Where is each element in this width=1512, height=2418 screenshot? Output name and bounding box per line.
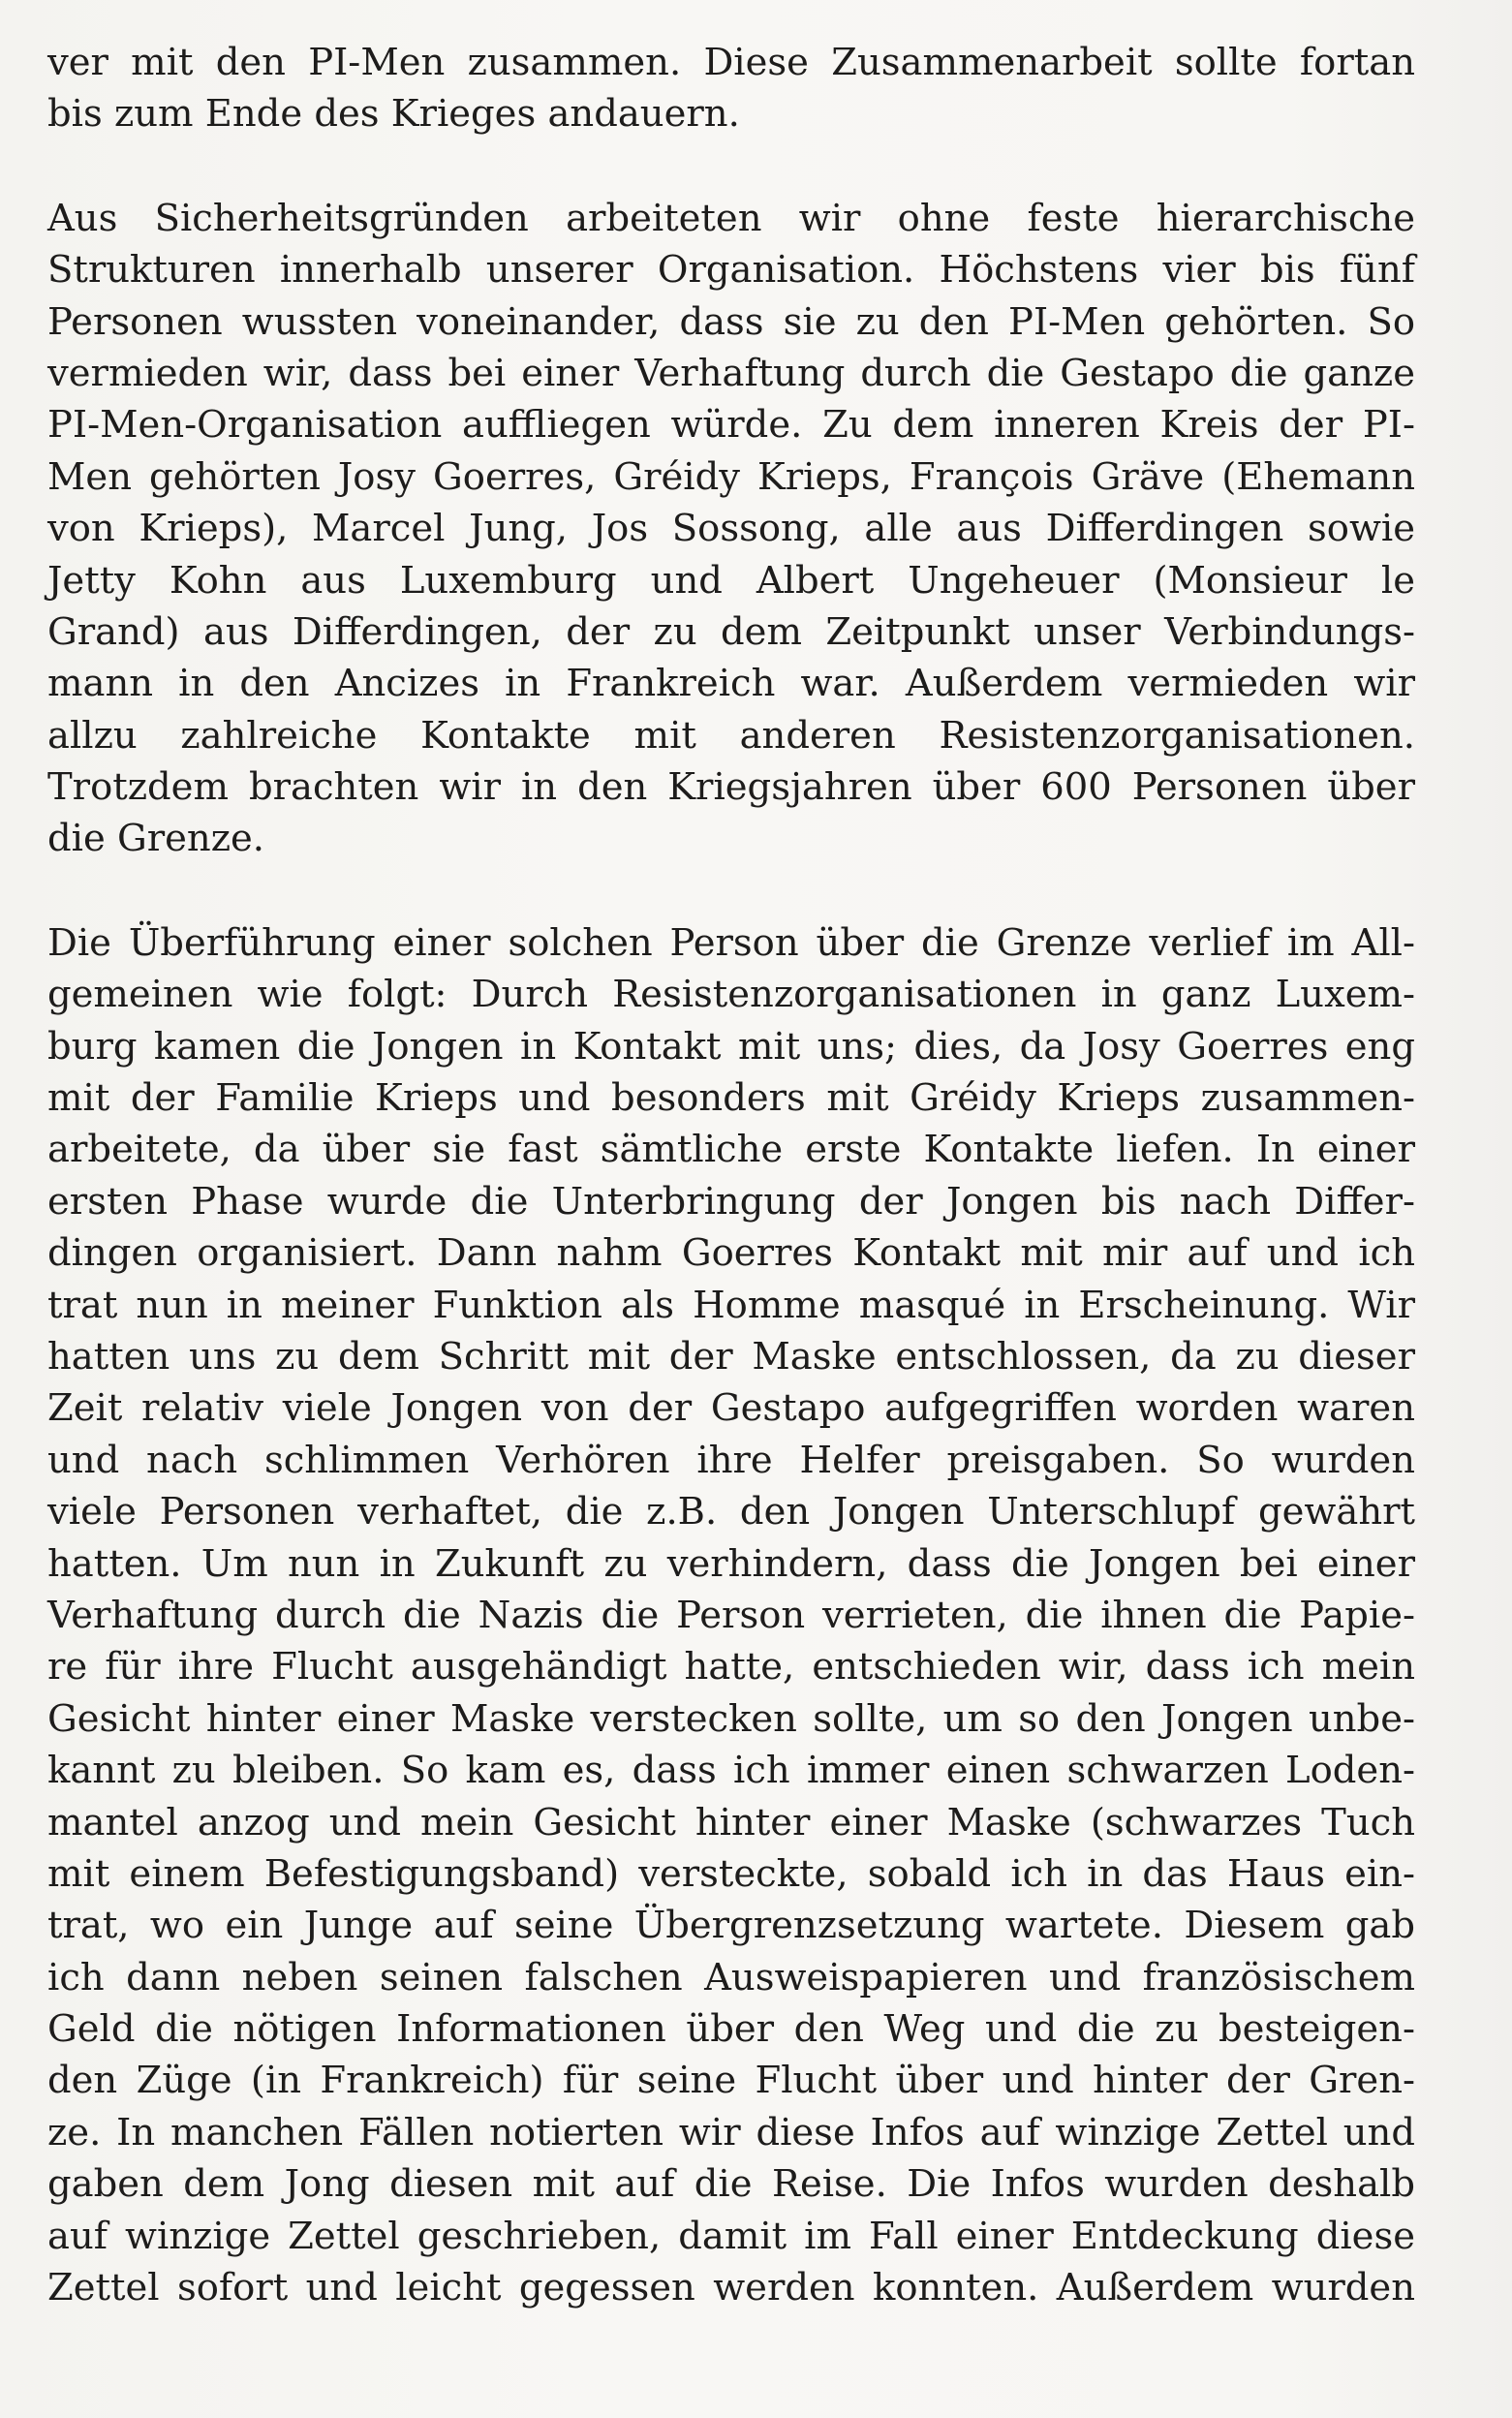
text-line: Trotzdem brachten wir in den Kriegsjahren über 600 Personen über [47, 765, 1415, 810]
text-line: Zettel sofort und leicht gegessen werden konnten. Außerdem wurden [47, 2266, 1415, 2310]
text-line: den Züge (in Frankreich) für seine Flucht über und hinter der Gren- [47, 2059, 1415, 2103]
text-line: vermieden wir, dass bei einer Verhaftung durch die Gestapo die ganze [47, 351, 1415, 395]
text-line: ze. In manchen Fällen notierten wir diese Infos auf winzige Zettel und [47, 2110, 1415, 2154]
text-line: mit der Familie Krieps und besonders mit Gréidy Krieps zusammen- [47, 1076, 1415, 1121]
text-line: Gesicht hinter einer Maske verstecken sollte, um so den Jongen unbe- [47, 1696, 1415, 1741]
text-line: auf winzige Zettel geschrieben, damit im Fall einer Entdeckung diese [47, 2214, 1415, 2258]
text-line: Grand) aus Differdingen, der zu dem Zeitpunkt unser Verbindungs- [47, 609, 1415, 654]
paragraph-spacer [47, 865, 1415, 917]
text-line: Men gehörten Josy Goerres, Gréidy Krieps, François Gräve (Ehemann [47, 454, 1415, 499]
paragraph-3 [47, 917, 1415, 2314]
paragraph-spacer [47, 140, 1415, 193]
text-line: gaben dem Jong diesen mit auf die Reise. Die Infos wurden deshalb [47, 2162, 1415, 2207]
text-line: ich dann neben seinen falschen Ausweispapieren und französischem [47, 1955, 1415, 2000]
text-line: Verhaftung durch die Nazis die Person verrieten, die ihnen die Papie- [47, 1593, 1415, 1637]
text-line: und nach schlimmen Verhören ihre Helfer preisgaben. So wurden [47, 1438, 1415, 1482]
paragraph-1 [47, 37, 1415, 140]
text-line: re für ihre Flucht ausgehändigt hatte, entschieden wir, dass ich mein [47, 1645, 1415, 1690]
text-line: Aus Sicherheitsgründen arbeiteten wir ohne feste hierarchische [47, 196, 1415, 240]
text-line: dingen organisiert. Dann nahm Goerres Kontakt mit mir auf und ich [47, 1231, 1415, 1276]
text-line: trat nun in meiner Funktion als Homme masqué in Erscheinung. Wir [47, 1283, 1415, 1327]
text-line: mit einem Befestigungsband) versteckte, sobald ich in das Haus ein- [47, 1851, 1415, 1896]
text-line: ver mit den PI-Men zusammen. Diese Zusammenarbeit sollte fortan [47, 41, 1415, 84]
text-line: kannt zu bleiben. So kam es, dass ich immer einen schwarzen Loden- [47, 1749, 1415, 1793]
text-line: allzu zahlreiche Kontakte mit anderen Resistenzorganisationen. [47, 713, 1415, 758]
text-line: arbeitete, da über sie fast sämtliche erste Kontakte liefen. In einer [47, 1128, 1415, 1172]
text-line: Die Überführung einer solchen Person über die Grenze verlief im All- [47, 920, 1415, 965]
text-line: trat, wo ein Junge auf seine Übergrenzsetzung wartete. Diesem gab [47, 1904, 1415, 1948]
text-line: hatten. Um nun in Zukunft zu verhindern, dass die Jongen bei einer [47, 1541, 1415, 1586]
text-line: mann in den Ancizes in Frankreich war. Außerdem vermieden wir [47, 662, 1415, 706]
text-line: bis zum Ende des Krieges andauern. [47, 92, 740, 137]
text-line: Zeit relativ viele Jongen von der Gestapo aufgegriffen worden waren [47, 1386, 1415, 1431]
text-line: Jetty Kohn aus Luxemburg und Albert Ungeheuer (Monsieur le [47, 558, 1415, 603]
text-line: Geld die nötigen Informationen über den Weg und die zu besteigen- [47, 2007, 1415, 2052]
paragraph-2 [47, 193, 1415, 865]
text-line: mantel anzog und mein Gesicht hinter einer Maske (schwarzes Tuch [47, 1800, 1415, 1844]
text-line: die Grenze. [47, 817, 265, 861]
text-line: burg kamen die Jongen in Kontakt mit uns; dies, da Josy Goerres eng [47, 1024, 1415, 1069]
text-line: Personen wussten voneinander, dass sie zu den PI-Men gehörten. So [47, 299, 1415, 344]
text-line: viele Personen verhaftet, die z.B. den Jongen Unterschlupf gewährt [47, 1490, 1415, 1534]
text-line: PI-Men-Organisation auffliegen würde. Zu dem inneren Kreis der PI- [47, 403, 1415, 448]
text-line: ersten Phase wurde die Unterbringung der Jongen bis nach Differ- [47, 1179, 1415, 1224]
text-line: gemeinen wie folgt: Durch Resistenzorganisationen in ganz Luxem- [47, 973, 1415, 1017]
text-line: Strukturen innerhalb unserer Organisation. Höchstens vier bis fünf [47, 248, 1415, 293]
text-line: hatten uns zu dem Schritt mit der Maske entschlossen, da zu dieser [47, 1334, 1415, 1379]
text-column [47, 37, 1415, 2313]
text-line: von Krieps), Marcel Jung, Jos Sossong, alle aus Differdingen sowie [47, 507, 1415, 551]
